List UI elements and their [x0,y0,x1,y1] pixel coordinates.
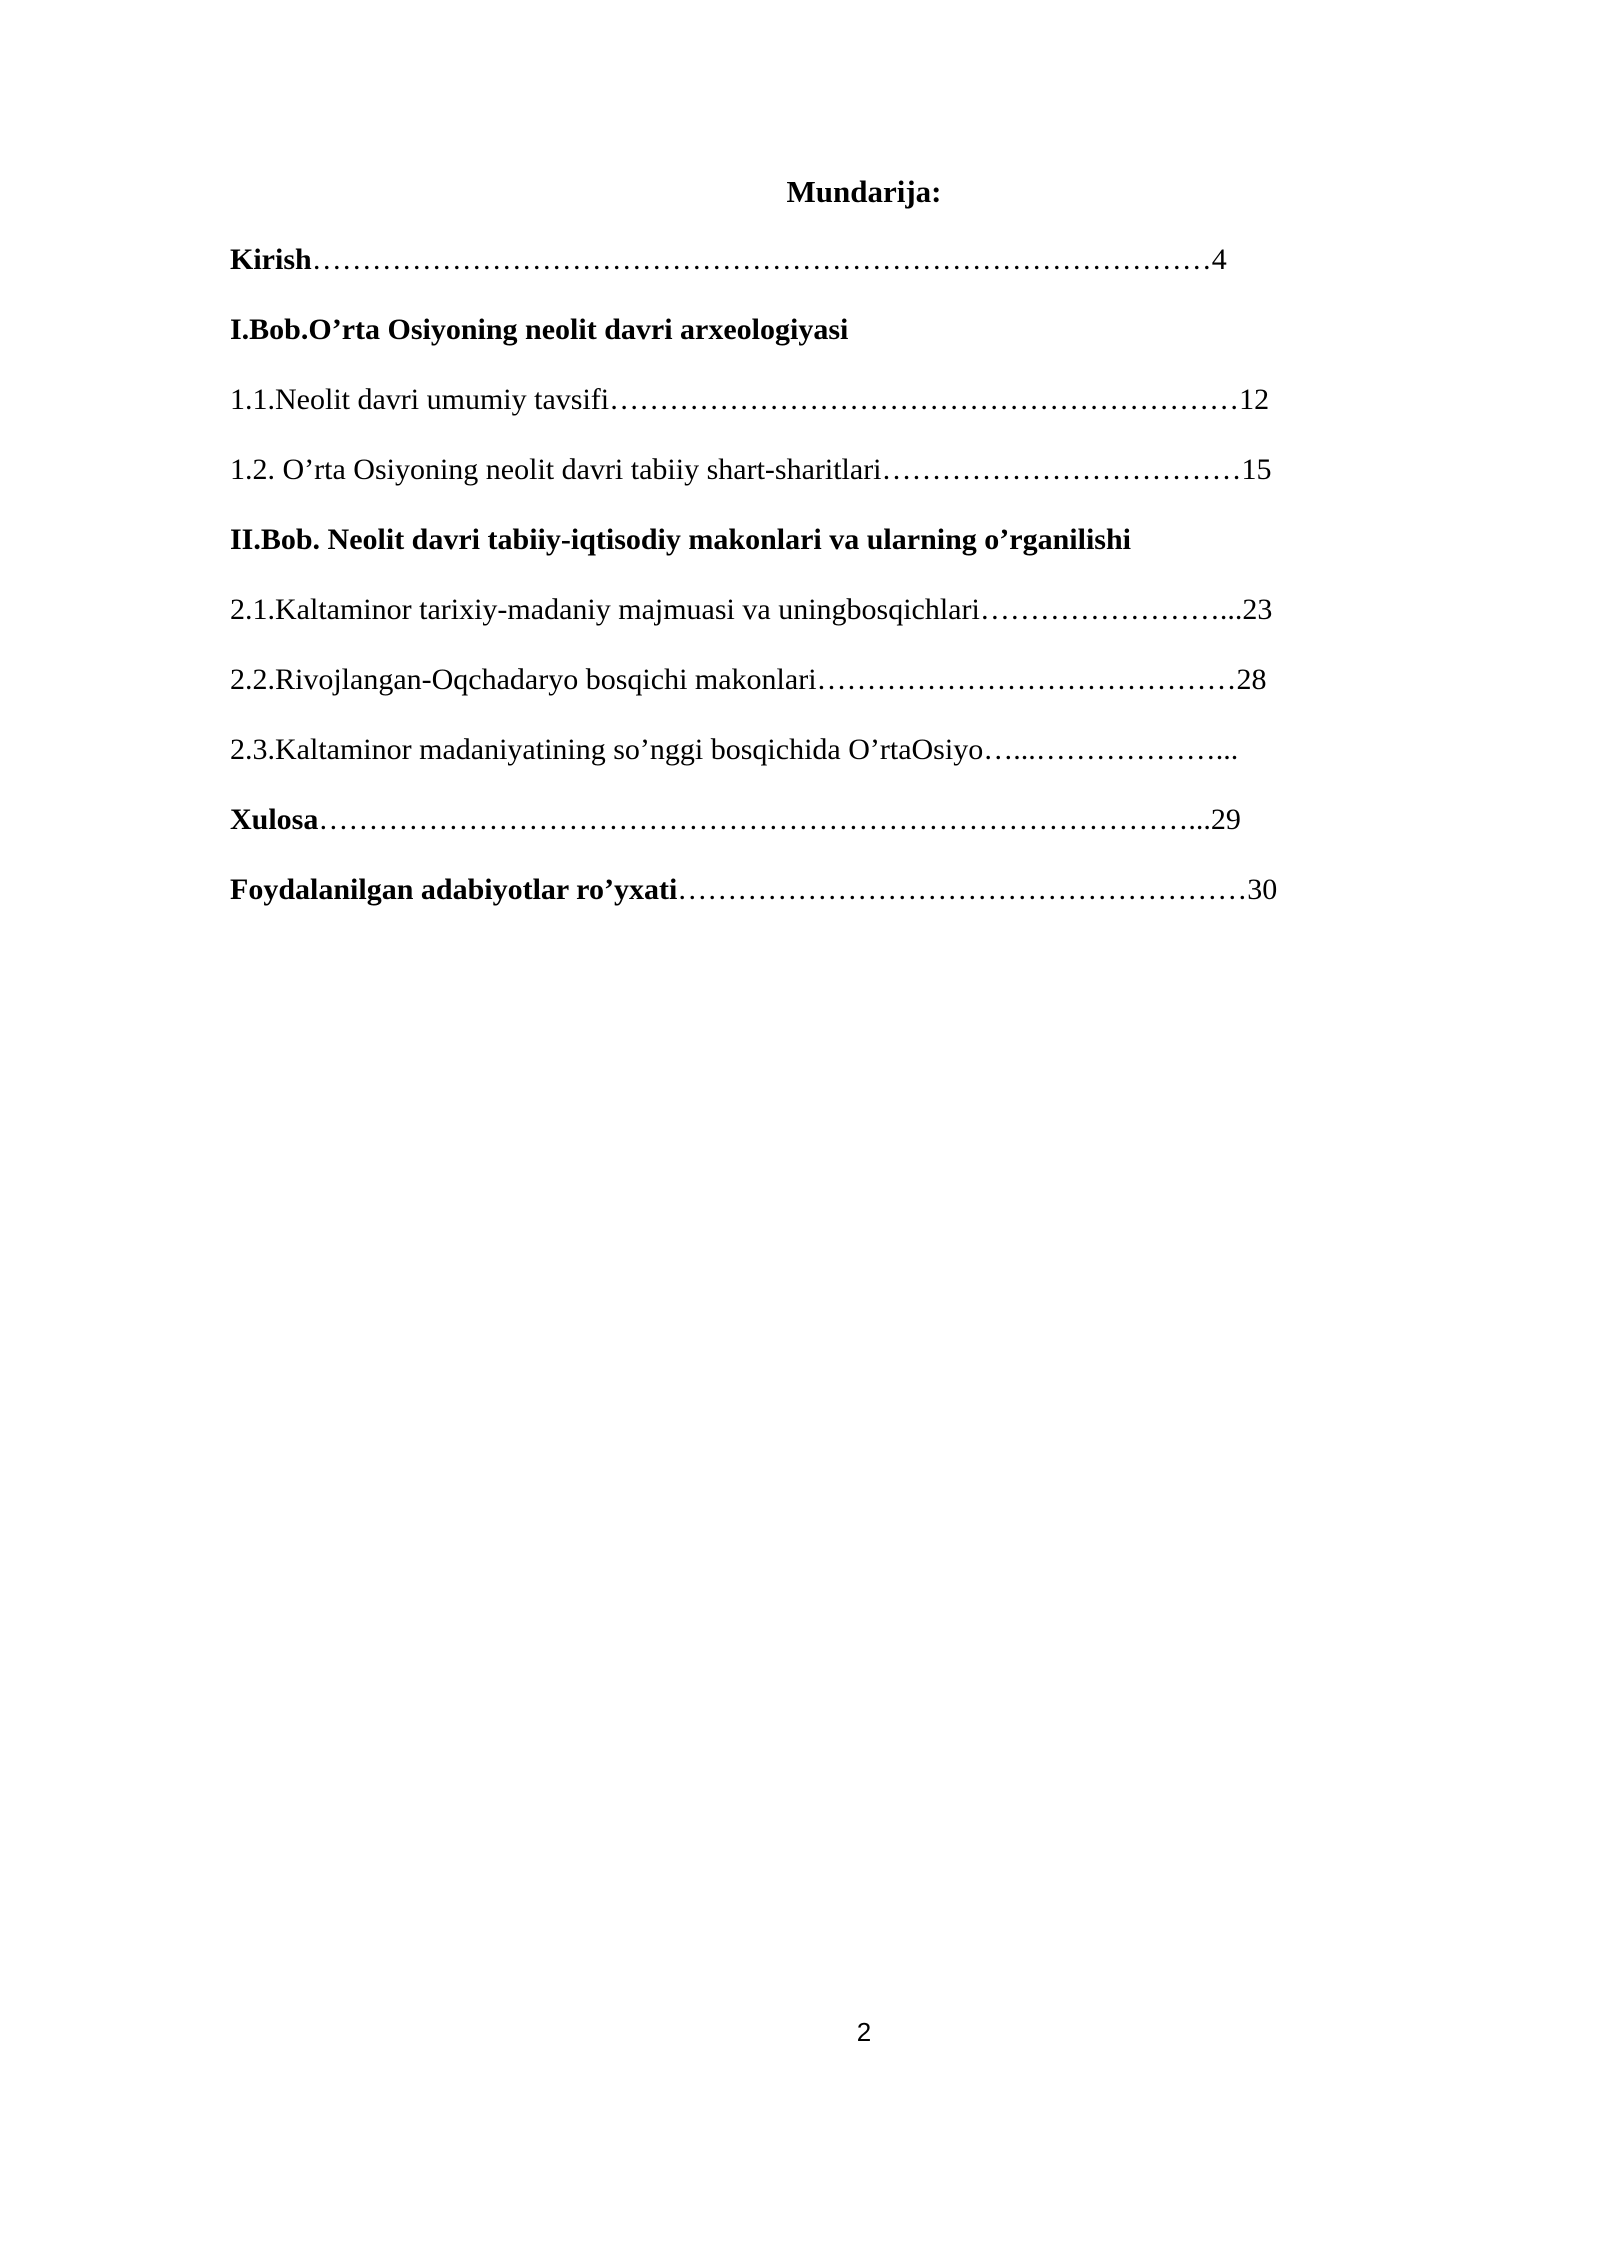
toc-entry-leader: ……………………………………………………………………………… [311,243,1212,276]
toc-entry-section-2-3 [230,730,1238,770]
toc-entry-label: 2.2.Rivojlangan-Oqchadaryo bosqichi makonlari [230,663,817,696]
toc-entry-page: 4 [1211,243,1227,276]
toc-entry-chapter-1 [230,310,848,350]
toc-entry-label: 2.3.Kaltaminor madaniyatining so’nggi bosqichida O’rtaOsiyo [230,733,984,766]
toc-entry-label: Kirish [230,243,312,276]
page-number: 2 [856,2017,872,2047]
toc-entry-leader: ……………………………………………………………………………... [318,803,1211,836]
toc-entry-leader: ……………………………………………………… [609,383,1240,416]
toc-entry-label: I.Bob.O’rta Osiyoning neolit davri arxeologiyasi [230,313,849,346]
toc-entry-leader: ………………………………………………… [677,873,1248,906]
toc-entry-section-2-2 [230,660,1267,700]
toc-entry-page: 28 [1236,663,1267,696]
toc-entry-label: Foydalanilgan adabiyotlar ro’yxati [230,873,678,906]
toc-entry-leader: ……………………... [979,593,1243,626]
toc-entry-label: Xulosa [230,803,319,836]
toc-entry-leader: …………………………………… [816,663,1237,696]
toc-entry-xulosa [230,800,1241,840]
toc-entry-page: 30 [1247,873,1278,906]
toc-entry-page: 15 [1241,453,1272,486]
toc-entry-label: 1.2. O’rta Osiyoning neolit davri tabiiy shart-sharitlari [230,453,882,486]
toc-entry-section-1-1 [230,380,1269,420]
toc-entry-label: II.Bob. Neolit davri tabiiy-iqtisodiy makonlari va ularning o’rganilishi [230,523,1131,556]
toc-entry-page: 12 [1239,383,1270,416]
toc-entry-page: 23 [1242,593,1273,626]
toc-entry-page: 29 [1210,803,1241,836]
toc-entry-leader: …...………………... [983,733,1239,766]
toc-entry-leader: ……………………………… [881,453,1242,486]
table-of-contents-title: Mundarija: [786,174,942,209]
toc-entry-kirish [230,240,1227,280]
toc-entry-section-1-2 [230,450,1272,490]
toc-entry-label: 2.1.Kaltaminor tarixiy-madaniy majmuasi va uningbosqichlari [230,593,980,626]
toc-entry-section-2-1 [230,590,1272,630]
toc-entry-chapter-2 [230,520,1131,560]
toc-entry-label: 1.1.Neolit davri umumiy tavsifi [230,383,610,416]
toc-entry-references [230,870,1277,910]
